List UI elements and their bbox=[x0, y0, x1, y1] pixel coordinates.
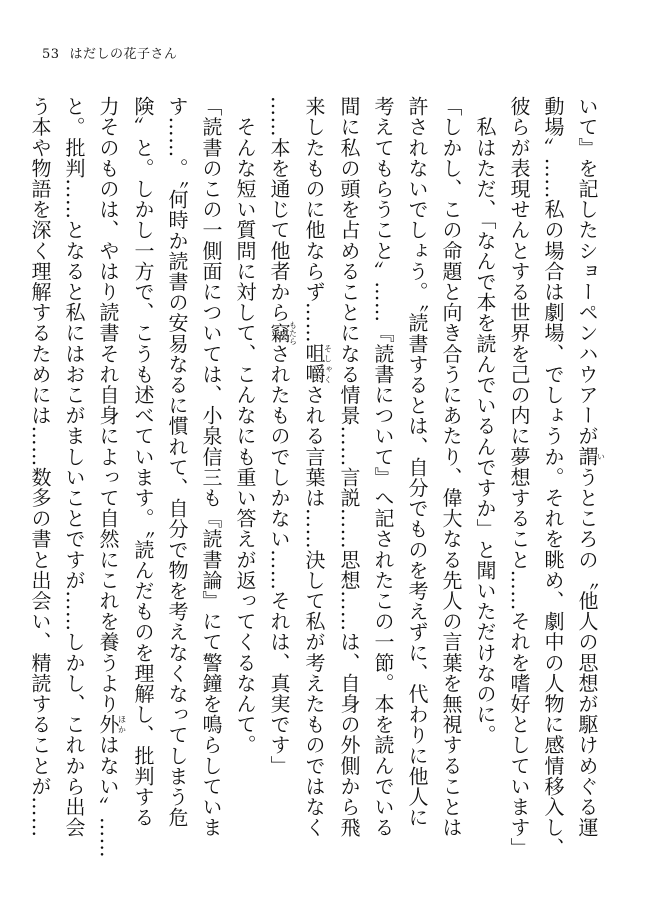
text-segment: 力そのものは、やはり読書それ自身によって自然にこれを養うより bbox=[96, 96, 120, 714]
ruby-iu: 謂い bbox=[575, 446, 606, 467]
text-line-15 bbox=[91, 96, 126, 866]
text-line-11: そんな短い質問に対して、こんなにも重い答えが返ってくるなんて。 bbox=[233, 96, 257, 756]
text-segment: される言葉は……決して私が考えたものではなく bbox=[302, 384, 326, 838]
page-number: 53 bbox=[42, 47, 60, 62]
text-line-17: う本や物語を深く理解するためには……数多の書と出会い、精読することが…… bbox=[28, 96, 52, 838]
text-segment: 来したものに他ならず…… bbox=[302, 96, 326, 344]
text-line-5: 「しかし、この命題と向き合うにあたり、偉大なる先人の言葉を無視することは bbox=[439, 96, 463, 838]
ruby-sosyaku: 咀嚼そしゃく bbox=[302, 343, 333, 385]
text-line-10 bbox=[262, 96, 297, 866]
text-segment: ……本を通じて他者から bbox=[267, 96, 291, 323]
text-line-4: 私はただ、「なんで本を読んでいるんですか」と聞いただけなのに。 bbox=[473, 96, 497, 746]
text-line-2: 動場〟……私の場合は劇場、でしょうか。それを眺め、劇中の人物に感情移入し、 bbox=[541, 96, 565, 859]
book-title: はだしの花子さん bbox=[69, 47, 178, 62]
text-line-12: 「読書のこの一側面については、小泉信三も『読書論』にて警鐘を鳴らしていま bbox=[199, 96, 223, 838]
text-line-6: 許されないでしょう。〝読書するとは、自分でものを考えずに、代わりに他人に bbox=[405, 96, 429, 828]
ruby-motara: 竊もたら bbox=[267, 320, 298, 345]
text-segment: はない〟…… bbox=[96, 734, 120, 859]
text-line-14: 険〟と。しかし一方で、こうも述べています。〝読んだものを理解し、批判する bbox=[131, 96, 155, 828]
text-line-16: と。批判……となると私にはおこがましいことですが……しかし、これから出会 bbox=[62, 96, 86, 838]
text-line-13: す……。〝何時か読書の安易なるに慣れて、自分で物を考えなくなってしまう危 bbox=[165, 96, 189, 828]
text-line-1 bbox=[570, 96, 605, 866]
ruby-hoka: 外ほか bbox=[96, 714, 127, 735]
text-line-8: 間に私の頭を占めることになる情景……言説……思想……は、自身の外側から飛 bbox=[337, 96, 361, 838]
vertical-body-text bbox=[28, 96, 606, 866]
text-segment: うところの〝他人の思想が駆けめぐる運 bbox=[575, 466, 599, 838]
text-line-7: 考えてもらうこと〟……『読書について』へ記されたこの一節。本を読んでいる bbox=[371, 96, 395, 838]
text-line-3: 彼らが表現せんとする世界を己の内に夢想すること……それを嗜好としています」 bbox=[507, 96, 531, 859]
text-line-9 bbox=[297, 96, 332, 866]
text-segment: いて』を記したショーペンハウアーが bbox=[575, 96, 599, 447]
text-segment: されたものでしかない……それは、真実です」 bbox=[267, 343, 291, 776]
running-header bbox=[42, 43, 178, 62]
